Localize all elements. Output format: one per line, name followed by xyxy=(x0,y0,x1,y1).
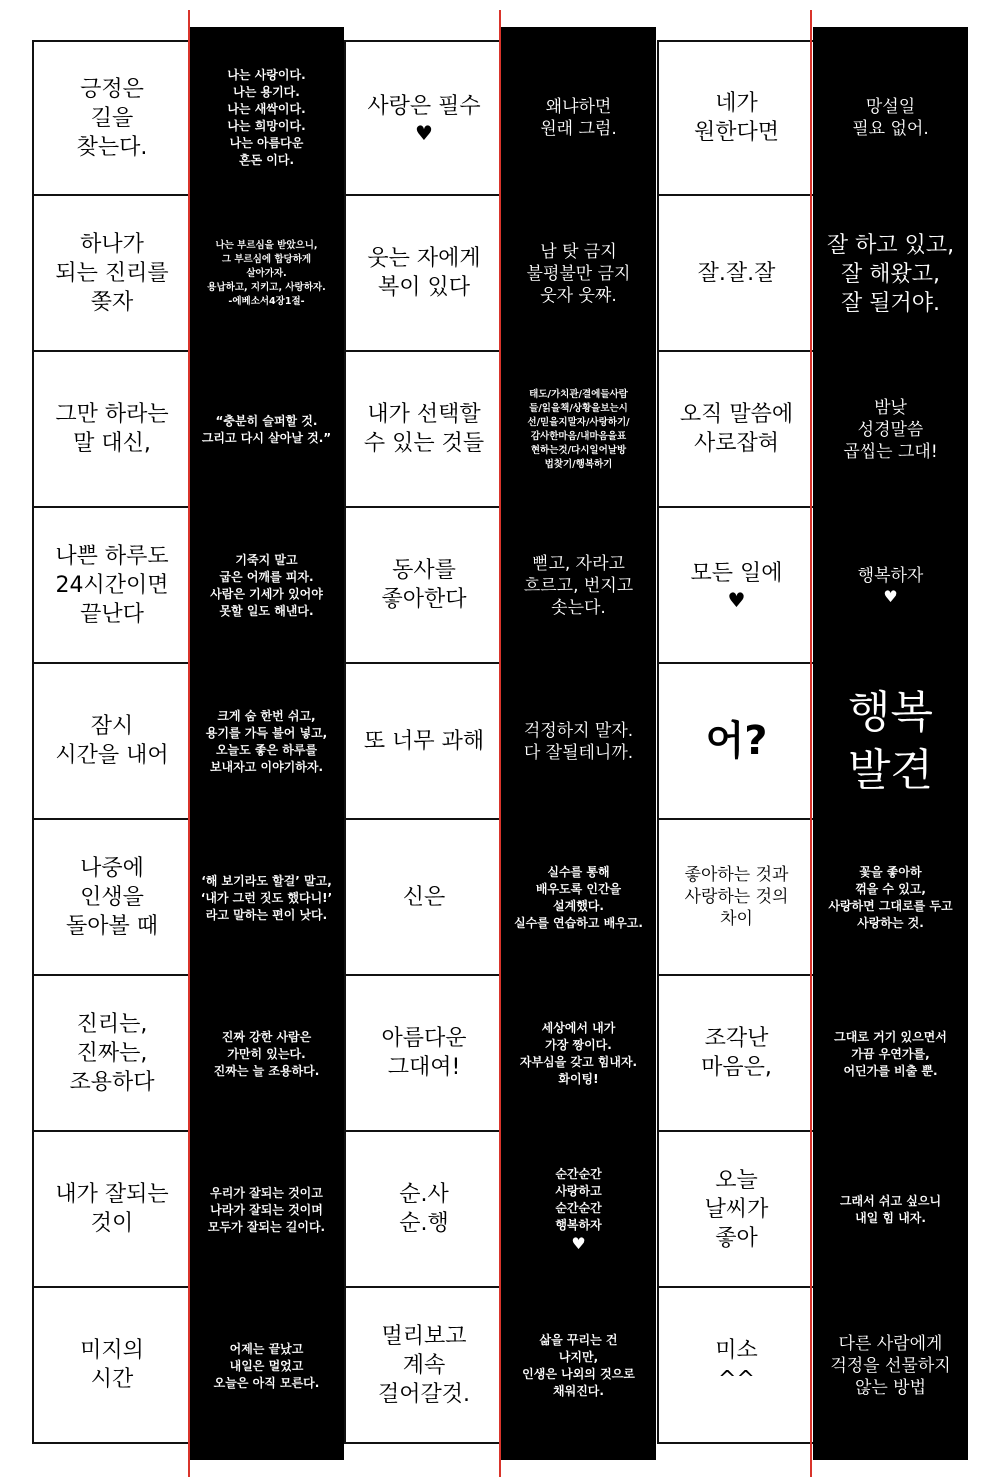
quote-text: 사랑은 필수 xyxy=(367,93,481,119)
quote-text: 하나가 되는 진리를 쫒자 xyxy=(55,231,169,315)
quote-text: 모든 일에 xyxy=(690,560,783,586)
quote-text-block xyxy=(828,864,952,932)
quote-text: 실수를 통해 배우도록 인간을 설계했다. 실수를 연습하고 배우고. xyxy=(514,865,643,930)
quote-text: 미지의 시간 xyxy=(80,1338,144,1392)
quote-cell xyxy=(189,664,344,820)
quote-cell xyxy=(346,664,502,820)
quote-text: 기죽지 말고 굽은 어깨를 피자. 사람은 기세가 있어야 못할 일도 해낸다. xyxy=(210,553,323,618)
quote-text-block xyxy=(202,413,331,447)
quote-text-block xyxy=(403,883,446,912)
quote-text-block xyxy=(399,1180,449,1238)
quote-text: 웃는 자에게 복이 있다 xyxy=(367,246,481,300)
quote-cell xyxy=(346,40,502,196)
quote-cell xyxy=(189,40,344,196)
quote-text-block xyxy=(858,565,924,607)
quote-text: 순.사 순.행 xyxy=(399,1182,449,1236)
quote-cell xyxy=(34,508,190,664)
quote-text: 네가 원한다면 xyxy=(693,91,779,145)
quote-cell xyxy=(501,664,656,820)
quote-cell xyxy=(501,976,656,1132)
heart-icon: ♥ xyxy=(415,120,433,145)
quote-text-block xyxy=(227,67,305,169)
quote-cell xyxy=(659,508,814,664)
quote-text: 그대로 거기 있으면서 가끔 우연가를, 어딘가를 비출 뿐. xyxy=(834,1029,947,1078)
quote-text: 진짜 강한 사람은 가만히 있는다. 진짜는 늘 조용하다. xyxy=(213,1029,320,1078)
quote-text-block xyxy=(214,1341,320,1392)
quote-text-block xyxy=(520,1020,637,1088)
quote-text-block xyxy=(66,854,158,941)
quote-text-block xyxy=(555,1166,601,1254)
quote-cell xyxy=(346,352,502,508)
heart-icon: ♥ xyxy=(727,587,746,612)
quote-text: 순간순간 사랑하고 순간순간 행복하자 xyxy=(555,1167,602,1232)
quote-cell xyxy=(189,196,344,352)
column-3 xyxy=(344,40,504,1444)
quote-cell xyxy=(813,976,968,1132)
quote-text-block xyxy=(367,92,480,145)
quote-text: 아름다운 그대여! xyxy=(381,1026,467,1080)
quote-text: 꽃을 좋아하 꺾을 수 있고, 사랑하면 그대로를 두고 사랑하는 것. xyxy=(828,865,953,930)
heart-icon: ♥ xyxy=(883,587,898,606)
quote-text: 조각난 마음은, xyxy=(701,1026,772,1080)
quote-text-block xyxy=(210,552,323,620)
quote-text: 남 탓 금지 불평불만 금지 웃자 웃쨔. xyxy=(526,242,631,306)
quote-text-block xyxy=(527,388,629,472)
quote-text-block xyxy=(524,720,633,764)
quote-text: 동사를 좋아한다 xyxy=(381,558,467,612)
quote-cell xyxy=(813,40,968,196)
column-1 xyxy=(32,40,192,1444)
quote-cell xyxy=(501,40,656,196)
quote-text-block xyxy=(55,400,168,458)
quote-cell xyxy=(659,196,814,352)
quote-cell xyxy=(501,508,656,664)
quote-text-block xyxy=(77,75,148,162)
quote-cell xyxy=(501,820,656,976)
quote-text: 나쁜 하루도 24시간이면 끝난다 xyxy=(55,543,169,627)
quote-text: ‘해 보기라도 할걸’ 말고, ‘내가 그런 짓도 했다니!’ 라고 말하는 편이 낫다. xyxy=(200,873,333,922)
quote-text: 행복하자 xyxy=(857,566,924,586)
quote-cell xyxy=(34,352,190,508)
quote-cell xyxy=(659,664,814,820)
quote-text: 좋아하는 것과 사랑하는 것의 차이 xyxy=(684,865,789,929)
quote-cell xyxy=(659,1288,814,1444)
divider-line xyxy=(188,10,190,1477)
heart-icon: ♥ xyxy=(571,1234,586,1253)
quote-text-block xyxy=(680,400,793,458)
quote-text-block xyxy=(690,559,782,612)
column-6 xyxy=(813,27,968,1460)
quote-text-block xyxy=(208,1185,325,1236)
quote-cell xyxy=(659,976,814,1132)
quote-text-block xyxy=(701,1024,772,1082)
quote-text: 삶을 꾸리는 건 나지만, 인생은 나외의 것으로 채워진다. xyxy=(522,1333,635,1398)
quote-text-block xyxy=(685,864,789,930)
quote-text-block xyxy=(55,1180,168,1238)
quote-cell xyxy=(189,352,344,508)
quote-text: 어? xyxy=(705,718,768,764)
quote-text-block xyxy=(55,712,168,770)
quote-text-block xyxy=(705,1166,769,1253)
quote-text: 걱정하지 말자. 다 잘될테니까. xyxy=(523,721,634,763)
quote-cell xyxy=(813,664,968,820)
quote-text: 오직 말씀에 사로잡혀 xyxy=(679,402,794,456)
quote-text: 우리가 잘되는 것이고 나라가 잘되는 것이며 모두가 잘되는 길이다. xyxy=(207,1185,326,1234)
quote-text-block xyxy=(69,1010,154,1097)
quote-text-block xyxy=(715,1336,758,1394)
quote-text: 뻗고, 자라고 흐르고, 번지고 솟는다. xyxy=(523,554,634,618)
quote-text-block xyxy=(55,230,168,317)
quote-text: 잠시 시간을 내어 xyxy=(55,714,169,768)
quote-cell xyxy=(34,196,190,352)
quote-cell xyxy=(34,664,190,820)
quote-cell xyxy=(346,196,502,352)
quote-text-block xyxy=(830,1333,950,1399)
quote-text-block xyxy=(214,1029,320,1080)
quote-text: 나중에 인생을 돌아볼 때 xyxy=(65,855,158,939)
column-4 xyxy=(501,27,656,1460)
quote-text: 긍정은 길을 찾는다. xyxy=(76,76,148,160)
quote-cell xyxy=(346,976,502,1132)
quote-cell xyxy=(346,1288,502,1444)
quote-cell xyxy=(813,1288,968,1444)
quote-text-block xyxy=(694,89,779,147)
quote-text-block xyxy=(364,727,484,756)
quote-cell xyxy=(34,1288,190,1444)
quote-text: 세상에서 내가 가장 짱이다. 자부심을 갖고 힘내자. 화이팅! xyxy=(519,1021,638,1086)
quote-text: 신은 xyxy=(402,884,446,910)
quote-text-block xyxy=(827,231,954,318)
quote-cell xyxy=(659,1132,814,1288)
quote-text: 행복 발견 xyxy=(847,687,933,796)
quote-cell xyxy=(501,1288,656,1444)
quote-text: 태도/가치관/결에들사람 들/읽을책/상황을보는시 선/믿을지말자/사랑하기/ 감사한마음/내마음을표 현하는것/다시일어날방 법찾기/행복하기 xyxy=(527,389,630,470)
quote-text-block xyxy=(540,96,617,140)
quote-cell xyxy=(659,820,814,976)
quote-cell xyxy=(813,196,968,352)
quote-cell xyxy=(501,352,656,508)
quote-text-block xyxy=(207,239,325,309)
quote-text-block xyxy=(843,397,937,463)
quote-cell xyxy=(34,40,190,196)
quote-text-block xyxy=(367,244,480,302)
quote-text: 망설일 필요 없어. xyxy=(852,97,929,139)
quote-text: “충분히 슬퍼할 것. 그리고 다시 살아날 것.” xyxy=(201,414,332,445)
divider-line xyxy=(810,10,812,1477)
quote-text-block xyxy=(848,684,933,800)
quote-text: 왜냐하면 원래 그럼. xyxy=(540,97,617,139)
quote-text-block xyxy=(80,1336,144,1394)
quote-text-block xyxy=(524,553,633,619)
quote-cell xyxy=(189,820,344,976)
quote-text: 진리는, 진짜는, 조용하다 xyxy=(69,1011,155,1095)
quote-text: 멀리보고 계속 걸어갈것. xyxy=(377,1323,470,1407)
quote-text-block xyxy=(840,1193,941,1227)
quote-cell xyxy=(813,352,968,508)
quote-text: 나는 사랑이다. 나는 용기다. 나는 새싹이다. 나는 희망이다. 나는 아름다운 혼돈 이다. xyxy=(227,68,306,167)
quote-cell xyxy=(813,1132,968,1288)
quote-text: 어제는 끝났고 내일은 멀었고 오늘은 아직 모른다. xyxy=(213,1341,320,1390)
quote-cell xyxy=(659,352,814,508)
quote-text-block xyxy=(706,717,768,765)
quote-cell xyxy=(34,1132,190,1288)
quote-text-block xyxy=(381,1024,466,1082)
quote-text-block xyxy=(834,1029,947,1080)
column-5 xyxy=(657,40,816,1444)
quote-text: 그만 하라는 말 대신, xyxy=(55,402,169,456)
quote-text: 잘.잘.잘 xyxy=(697,260,776,286)
quote-cell xyxy=(189,976,344,1132)
quote-text-block xyxy=(55,542,168,629)
quote-cell xyxy=(501,1132,656,1288)
quote-cell xyxy=(501,196,656,352)
quote-text: 잘 하고 있고, 잘 해왔고, 잘 될거야. xyxy=(826,232,955,316)
quote-text: 또 너무 과해 xyxy=(363,728,485,754)
quote-text: 밤낮 성경말씀 곱씹는 그대! xyxy=(843,398,938,462)
quote-cell xyxy=(189,1288,344,1444)
quote-text-block xyxy=(364,400,484,458)
quote-text: 오늘 날씨가 좋아 xyxy=(704,1167,769,1251)
quote-cell xyxy=(346,1132,502,1288)
quote-cell xyxy=(813,820,968,976)
quote-text: 내가 선택할 수 있는 것들 xyxy=(363,402,485,456)
quote-text-block xyxy=(378,1322,470,1409)
quote-cell xyxy=(34,976,190,1132)
quote-text-block xyxy=(522,1332,635,1400)
quote-text-block xyxy=(206,708,327,776)
quote-text-block xyxy=(381,556,466,614)
quote-cell xyxy=(813,508,968,664)
quote-text: 다른 사람에게 걱정을 선물하지 않는 방법 xyxy=(830,1334,951,1398)
quote-cell xyxy=(346,508,502,664)
quote-cell xyxy=(346,820,502,976)
quote-text-block xyxy=(698,259,776,288)
quote-text: 나는 부르심을 받았으니, 그 부르심에 합당하게 살아가자. 용납하고, 지키고, 사랑하자. -에베소서4장1절- xyxy=(207,240,326,307)
quote-cell xyxy=(34,820,190,976)
column-2 xyxy=(189,27,344,1460)
quote-text-block xyxy=(201,873,332,924)
quote-cell xyxy=(189,508,344,664)
quote-text: 그래서 쉬고 싶으니 내일 힘 내자. xyxy=(839,1194,942,1225)
quote-cell xyxy=(189,1132,344,1288)
quote-text-block xyxy=(527,241,631,307)
quote-cell xyxy=(659,40,814,196)
quote-text: 내가 잘되는 것이 xyxy=(55,1182,169,1236)
quote-text-block xyxy=(852,96,929,140)
quote-text: 크게 숨 한번 쉬고, 용기를 가득 불어 넣고, 오늘도 좋은 하루를 보내자고 이야기하자. xyxy=(205,709,328,774)
divider-line xyxy=(499,10,501,1477)
quote-text-block xyxy=(514,864,643,932)
quote-text: 미소 ^^ xyxy=(715,1338,758,1392)
